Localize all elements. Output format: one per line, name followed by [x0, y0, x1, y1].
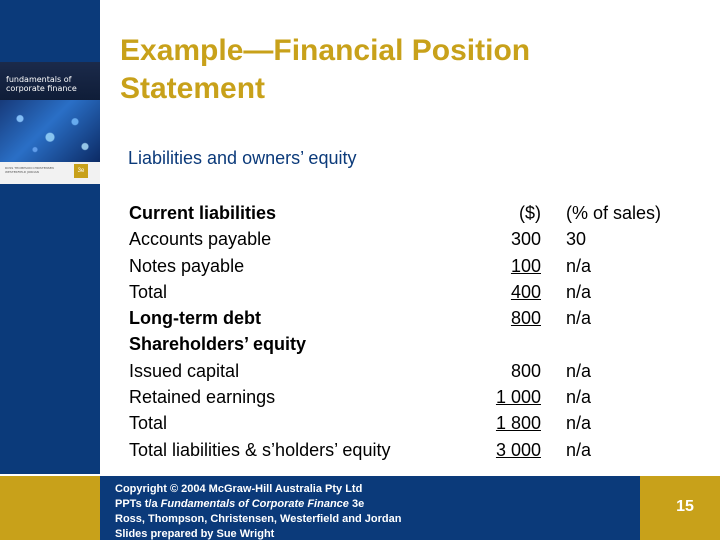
row-pct: n/a	[566, 387, 592, 408]
row-label: Total liabilities & s’holders’ equity	[129, 439, 391, 460]
slide-title	[120, 32, 530, 108]
row-amount: 100	[510, 255, 541, 276]
row-amount: 300	[510, 229, 541, 250]
row-amount: 400	[510, 281, 541, 302]
table-row	[129, 226, 689, 252]
row-amount: 3 000	[495, 439, 541, 460]
row-label: Notes payable	[129, 255, 245, 276]
cover-authors: ROSS THOMPSON CHRISTENSEN WESTERFIELD JORDAN	[5, 166, 54, 174]
cover-title: fundamentals of corporate finance	[6, 75, 77, 93]
table-row	[129, 253, 689, 279]
book-cover-image	[0, 62, 100, 184]
row-pct: n/a	[566, 360, 592, 381]
table-row	[129, 358, 689, 384]
footer-copyright: Copyright © 2004 McGraw-Hill Australia Pty Ltd	[115, 483, 363, 495]
slide-subtitle: Liabilities and owners’ equity	[128, 148, 357, 168]
table-row	[129, 279, 689, 305]
header-label: Current liabilities	[129, 203, 277, 223]
row-pct: n/a	[566, 413, 592, 434]
cover-artwork	[0, 100, 100, 162]
row-pct: n/a	[566, 281, 592, 302]
row-label: Issued capital	[129, 360, 240, 381]
row-label: Accounts payable	[129, 229, 272, 250]
footer-prepared-by: Slides prepared by Sue Wright	[115, 528, 275, 540]
left-gold-block	[0, 476, 100, 540]
slide-title-line-2: Statement	[120, 72, 266, 105]
row-label: Long-term debt	[129, 308, 261, 329]
row-label: Total	[129, 413, 168, 434]
footer-ppts-line: PPTs t/a Fundamentals of Corporate Finance 3e	[115, 498, 365, 510]
header-pct: (% of sales)	[566, 203, 662, 223]
table-row	[129, 410, 689, 436]
row-pct: n/a	[566, 439, 592, 460]
cover-edition-badge: 3e	[74, 164, 88, 178]
page-number: 15	[676, 498, 694, 515]
header-amount: ($)	[519, 203, 541, 223]
row-amount: 1 800	[495, 413, 541, 434]
row-label: Shareholders’ equity	[129, 334, 307, 355]
slide-title-line-1: Example—Financial Position	[120, 34, 531, 67]
footer-credits	[115, 482, 401, 542]
row-pct: n/a	[566, 308, 592, 329]
row-amount: 800	[510, 308, 541, 329]
footer-authors: Ross, Thompson, Christensen, Westerfield and Jordan	[115, 513, 402, 525]
row-pct: n/a	[566, 255, 592, 276]
row-label: Retained earnings	[129, 387, 276, 408]
table-row	[129, 384, 689, 410]
table-row	[129, 305, 689, 331]
table-row	[129, 331, 689, 357]
row-amount: 1 000	[495, 387, 541, 408]
row-amount: 800	[510, 360, 541, 381]
table-header-row	[129, 200, 689, 226]
row-label: Total	[129, 281, 168, 302]
row-pct: 30	[566, 229, 587, 250]
financial-table	[129, 200, 689, 463]
table-row	[129, 437, 689, 463]
